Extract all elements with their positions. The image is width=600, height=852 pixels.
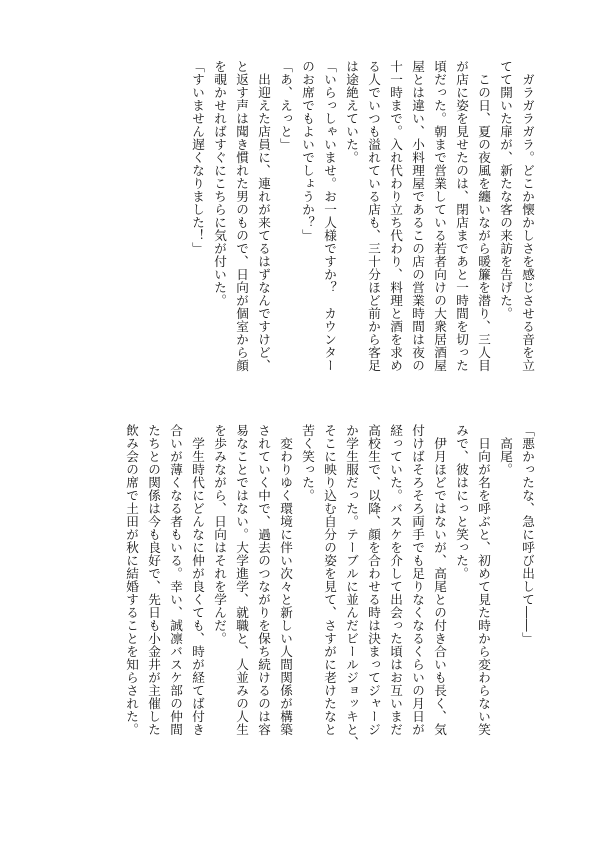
text-line: ガラガラガラ。どこか懐かしさを感じさせる音を立: [520, 60, 535, 372]
text-line: を歩みながら、日向はそれを学んだ。: [212, 424, 227, 645]
text-line: 易なことではない。大学進学、就職と、人並みの人生: [234, 424, 249, 736]
text-line: 高尾。: [498, 424, 513, 476]
text-line: 十一時まで。入れ代わり立ち代わり、料理と酒を求め: [388, 60, 403, 372]
text-line: 合いが薄くなる者もいる。幸い、誠凛バスケ部の仲間: [168, 424, 183, 736]
text-line: 飲み会の席で土田が秋に結婚することを知らされた。: [124, 424, 139, 736]
text-block-top: [48, 60, 538, 390]
text-line: 出迎えた店員に、連れが来てるはずなんですけど、: [256, 60, 271, 372]
text-block-bottom: [48, 424, 538, 754]
text-line: 変わりゆく環境に伴い次々と新しい人間関係が構築: [278, 424, 293, 736]
text-line: る人でいつも溢れている店も、三十分ほど前から客足: [366, 60, 381, 372]
text-line: この日、夏の夜風を纏いながら暖簾を潜り、三人目: [476, 60, 491, 372]
text-line: と返す声は聞き慣れた男のもので、日向が個室から顔: [234, 60, 249, 372]
text-line: か学生服だった。テーブルに並んだビールジョッキと、: [344, 424, 359, 749]
text-line: 「あ、えっと」: [278, 60, 293, 151]
text-line: 頃だった。朝まで営業している若者向けの大衆居酒屋: [432, 60, 447, 372]
text-line: 「悪かったな、急に呼び出して――」: [520, 424, 535, 645]
text-line: されていく中で、過去のつながりを保ち続けるのは容: [256, 424, 271, 736]
text-line: 伊月ほどではないが、高尾との付き合いも長く、気: [432, 424, 447, 736]
text-line: 学生時代にどんなに仲が良くても、時が経てば付き: [190, 424, 205, 736]
text-line: 「いらっしゃいませ。お一人様ですか？ カウンター: [322, 60, 337, 372]
text-line: たちとの関係は今も良好で、先日も小金井が主催した: [146, 424, 161, 736]
text-line: 付けばそろそろ両手でも足りなくなるくらいの月日が: [410, 424, 425, 736]
text-line: 「すいません遅くなりました！」: [190, 60, 205, 255]
text-line: 日向が名を呼ぶと、初めて見た時から変わらない笑: [476, 424, 491, 736]
text-line: 屋とは違い、小料理屋であるこの店の営業時間は夜の: [410, 60, 425, 372]
text-line: 経っていた。バスケを介して出会った頃はお互いまだ: [388, 424, 403, 736]
text-line: は途絶えていた。: [344, 60, 359, 164]
text-line: 苦く笑った。: [300, 424, 315, 502]
text-line: 高校生で、以降、顔を合わせる時は決まってジャージ: [366, 424, 381, 736]
text-line: そこに映り込む自分の姿を見て、さすがに老けたなと: [322, 424, 337, 736]
text-line: のお席でもよいでしょうか？」: [300, 60, 315, 242]
text-line: みで、彼はにっと笑った。: [454, 424, 469, 580]
text-line: が店に姿を見せたのは、閉店まであと一時間を切った: [454, 60, 469, 372]
text-line: てて開いた扉が、新たな客の来訪を告げた。: [498, 60, 513, 320]
text-line: を覗かせればすぐにこちらに気が付いた。: [212, 60, 227, 307]
